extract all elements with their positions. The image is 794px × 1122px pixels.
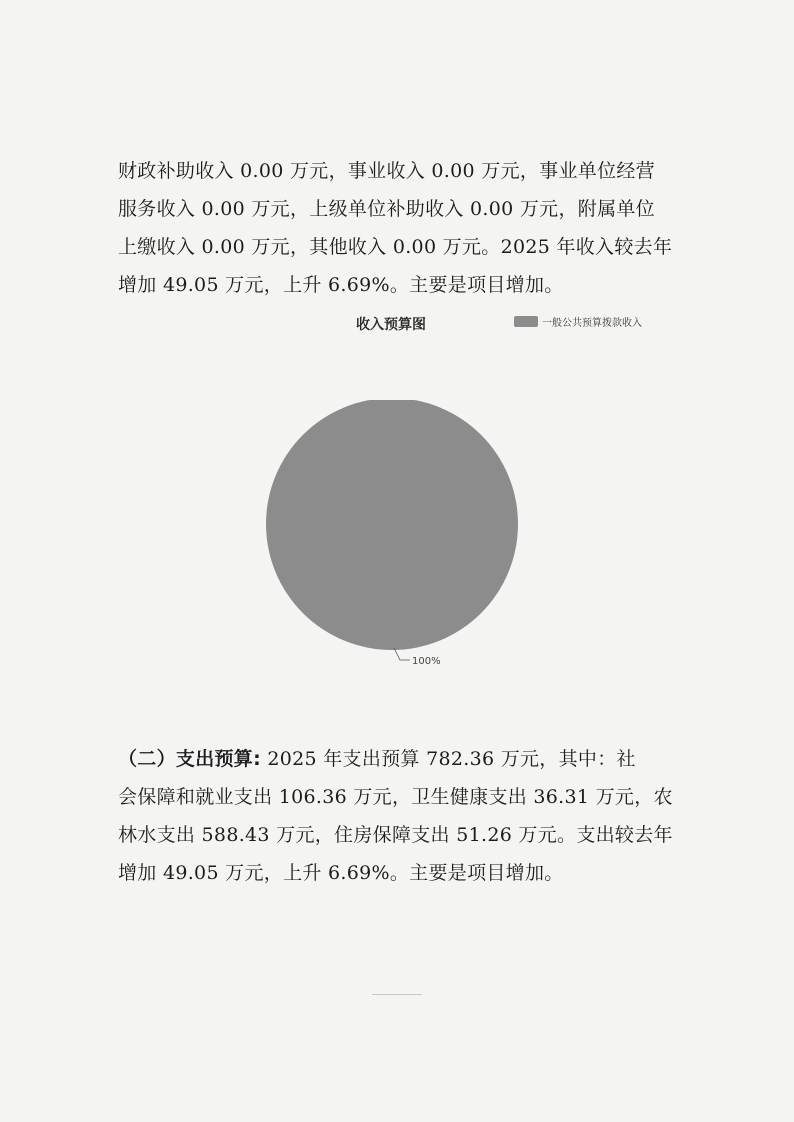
pie-slice xyxy=(266,400,518,650)
income-paragraph xyxy=(118,152,698,304)
page-footer-mark xyxy=(372,994,422,995)
legend-label: 一般公共预算拨款收入 xyxy=(542,318,642,329)
paragraph-line: 林水支出 588.43 万元，住房保障支出 51.26 万元。支出较去年 xyxy=(118,824,673,846)
pie-data-label: 100% xyxy=(412,656,441,667)
expenditure-paragraph xyxy=(118,740,698,892)
paragraph-line: 财政补助收入 0.00 万元，事业收入 0.00 万元，事业单位经营 xyxy=(118,160,655,182)
chart-legend xyxy=(514,314,642,329)
paragraph-text: 2025 年支出预算 782.36 万元，其中：社 xyxy=(261,748,636,770)
legend-swatch xyxy=(514,316,538,327)
paragraph-line xyxy=(118,740,698,778)
paragraph-line: 增加 49.05 万元，上升 6.69%。主要是项目增加。 xyxy=(118,274,564,296)
paragraph-line: 增加 49.05 万元，上升 6.69%。主要是项目增加。 xyxy=(118,862,564,884)
chart-title: 收入预算图 xyxy=(356,317,426,333)
paragraph-line: 会保障和就业支出 106.36 万元，卫生健康支出 36.31 万元，农 xyxy=(118,786,673,808)
income-pie-chart xyxy=(260,400,560,680)
paragraph-line: 服务收入 0.00 万元，上级单位补助收入 0.00 万元，附属单位 xyxy=(118,198,655,220)
section-heading: （二）支出预算: xyxy=(118,748,261,770)
paragraph-line: 上缴收入 0.00 万元，其他收入 0.00 万元。2025 年收入较去年 xyxy=(118,236,673,258)
